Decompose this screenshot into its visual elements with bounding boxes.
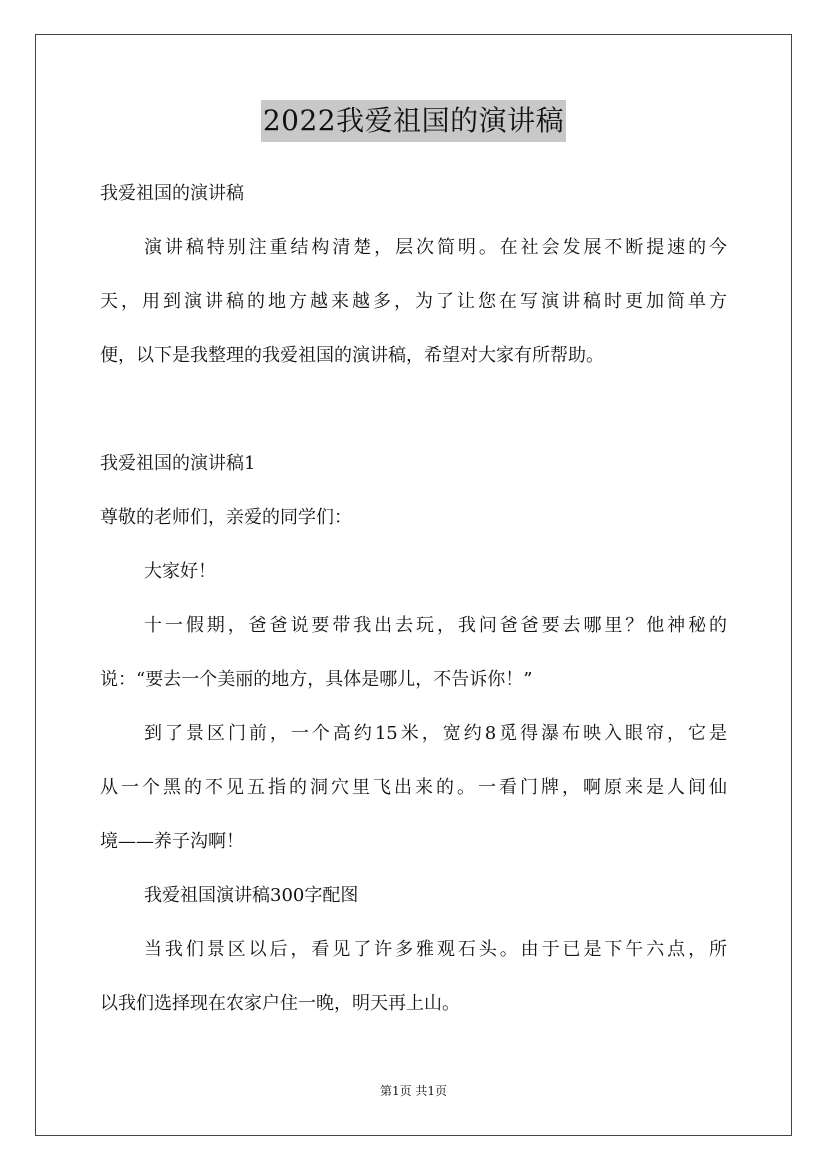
greeting: 大家好！ <box>144 561 216 582</box>
para3-line-1: 当我们景区以后，看见了许多雅观石头。由于已是下午六点，所 <box>144 939 727 960</box>
intro-line-2: 天，用到演讲稿的地方越来越多，为了让您在写演讲稿时更加简单方 <box>100 291 727 312</box>
title-container <box>0 100 827 142</box>
para2-line-1: 到了景区门前，一个高约15米，宽约8觅得瀑布映入眼帘，它是 <box>144 723 727 744</box>
para1-line-1: 十一假期，爸爸说要带我出去玩，我问爸爸要去哪里？他神秘的 <box>144 615 727 636</box>
salutation: 尊敬的老师们，亲爱的同学们： <box>100 507 352 528</box>
para2-line-3: 境——养子沟啊！ <box>100 831 244 852</box>
intro-line-3: 便，以下是我整理的我爱祖国的演讲稿，希望对大家有所帮助。 <box>100 345 604 366</box>
document-title: 2022我爱祖国的演讲稿 <box>261 100 566 142</box>
para3-line-2: 以我们选择现在农家户住一晚，明天再上山。 <box>100 993 460 1014</box>
page-footer: 第1页 共1页 <box>379 1084 448 1098</box>
section-heading: 我爱祖国的演讲稿1 <box>100 453 256 474</box>
para2-line-2: 从一个黑的不见五指的洞穴里飞出来的。一看门牌，啊原来是人间仙 <box>100 777 727 798</box>
intro-line-1: 演讲稿特别注重结构清楚，层次简明。在社会发展不断提速的今 <box>144 237 727 258</box>
image-caption: 我爱祖国演讲稿300字配图 <box>144 885 359 906</box>
para1-line-2: 说：“要去一个美丽的地方，具体是哪儿，不告诉你！” <box>100 669 533 690</box>
document-subtitle: 我爱祖国的演讲稿 <box>100 183 244 204</box>
